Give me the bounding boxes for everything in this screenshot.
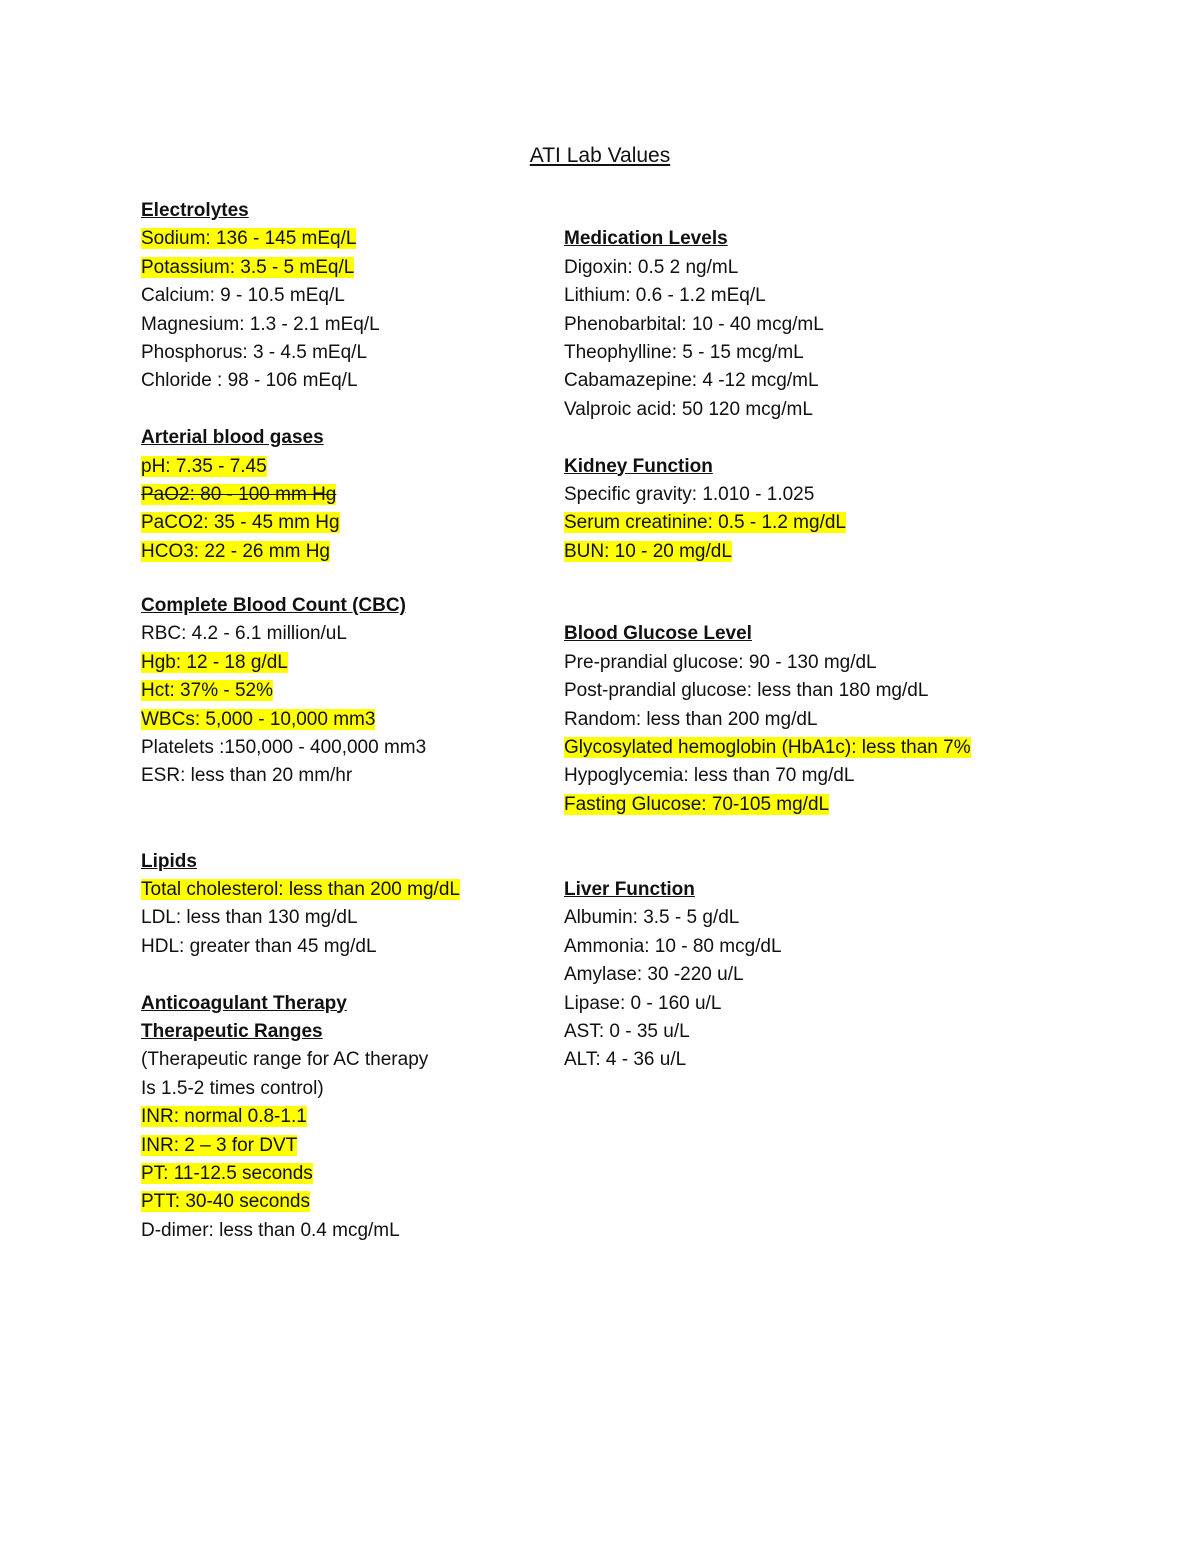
list-item: Pre-prandial glucose: 90 - 130 mg/dL (564, 651, 877, 673)
electrolytes-heading: Electrolytes (141, 200, 249, 221)
list-item: Glycosylated hemoglobin (HbA1c): less than 7% (564, 737, 971, 759)
list-item: HDL: greater than 45 mg/dL (141, 935, 377, 957)
list-item: Potassium: 3.5 - 5 mEq/L (141, 256, 355, 278)
anticoag-note: Is 1.5-2 times control) (141, 1077, 324, 1099)
list-item: Phenobarbital: 10 - 40 mcg/mL (564, 313, 824, 335)
list-item: Fasting Glucose: 70-105 mg/dL (564, 793, 830, 815)
list-item: Specific gravity: 1.010 - 1.025 (564, 483, 815, 505)
list-item: Hypoglycemia: less than 70 mg/dL (564, 765, 855, 787)
list-item: INR: normal 0.8-1.1 (141, 1106, 307, 1128)
list-item: Valproic acid: 50 120 mcg/mL (564, 398, 813, 420)
anticoag-subheading: Therapeutic Ranges (141, 1020, 323, 1042)
list-item: Calcium: 9 - 10.5 mEq/L (141, 285, 345, 307)
list-item: ALT: 4 - 36 u/L (564, 1049, 687, 1071)
list-item: Serum creatinine: 0.5 - 1.2 mg/dL (564, 512, 846, 534)
list-item: Total cholesterol: less than 200 mg/dL (141, 878, 460, 900)
glucose-heading: Blood Glucose Level (564, 623, 752, 645)
list-item: Amylase: 30 -220 u/L (564, 964, 744, 986)
list-item: Lithium: 0.6 - 1.2 mEq/L (564, 285, 766, 307)
list-item: RBC: 4.2 - 6.1 million/uL (141, 623, 347, 645)
list-item: Cabamazepine: 4 -12 mcg/mL (564, 370, 819, 392)
anticoag-note: (Therapeutic range for AC therapy (141, 1049, 429, 1071)
cbc-heading: Complete Blood Count (CBC) (141, 595, 406, 617)
list-item: AST: 0 - 35 u/L (564, 1020, 690, 1042)
left-column (141, 197, 561, 1245)
list-item: WBCs: 5,000 - 10,000 mm3 (141, 708, 376, 730)
anticoag-heading: Anticoagulant Therapy (141, 992, 347, 1014)
liver-heading: Liver Function (564, 878, 695, 900)
list-item: Hct: 37% - 52% (141, 680, 273, 702)
list-item: ESR: less than 20 mm/hr (141, 765, 353, 787)
list-item: LDL: less than 130 mg/dL (141, 907, 358, 929)
list-item: INR: 2 – 3 for DVT (141, 1134, 298, 1156)
kidney-heading: Kidney Function (564, 455, 713, 477)
lipids-heading: Lipids (141, 850, 197, 872)
list-item: Random: less than 200 mg/dL (564, 708, 818, 730)
list-item: PaO2: 80 - 100 mm Hg (141, 483, 337, 505)
list-item: Albumin: 3.5 - 5 g/dL (564, 907, 740, 929)
page-title: ATI Lab Values (529, 144, 671, 167)
list-item: D-dimer: less than 0.4 mcg/mL (141, 1219, 400, 1241)
list-item: Hgb: 12 - 18 g/dL (141, 651, 288, 673)
list-item: Phosphorus: 3 - 4.5 mEq/L (141, 341, 368, 363)
list-item: Theophylline: 5 - 15 mcg/mL (564, 341, 804, 363)
list-item: PaCO2: 35 - 45 mm Hg (141, 512, 340, 534)
list-item: Lipase: 0 - 160 u/L (564, 992, 722, 1014)
right-column (564, 197, 1124, 1075)
abg-heading: Arterial blood gases (141, 427, 324, 449)
list-item: Digoxin: 0.5 2 ng/mL (564, 256, 739, 278)
list-item: PT: 11-12.5 seconds (141, 1162, 313, 1184)
list-item: Platelets :150,000 - 400,000 mm3 (141, 737, 427, 759)
list-item: Sodium: 136 - 145 mEq/L (141, 228, 357, 250)
medication-heading: Medication Levels (564, 228, 728, 250)
list-item: Magnesium: 1.3 - 2.1 mEq/L (141, 313, 380, 335)
list-item: HCO3: 22 - 26 mm Hg (141, 540, 330, 562)
list-item: Chloride : 98 - 106 mEq/L (141, 370, 358, 392)
list-item: Post-prandial glucose: less than 180 mg/dL (564, 680, 929, 702)
list-item: Ammonia: 10 - 80 mcg/dL (564, 935, 782, 957)
list-item: PTT: 30-40 seconds (141, 1191, 310, 1213)
list-item: BUN: 10 - 20 mg/dL (564, 540, 732, 562)
list-item: pH: 7.35 - 7.45 (141, 455, 267, 477)
